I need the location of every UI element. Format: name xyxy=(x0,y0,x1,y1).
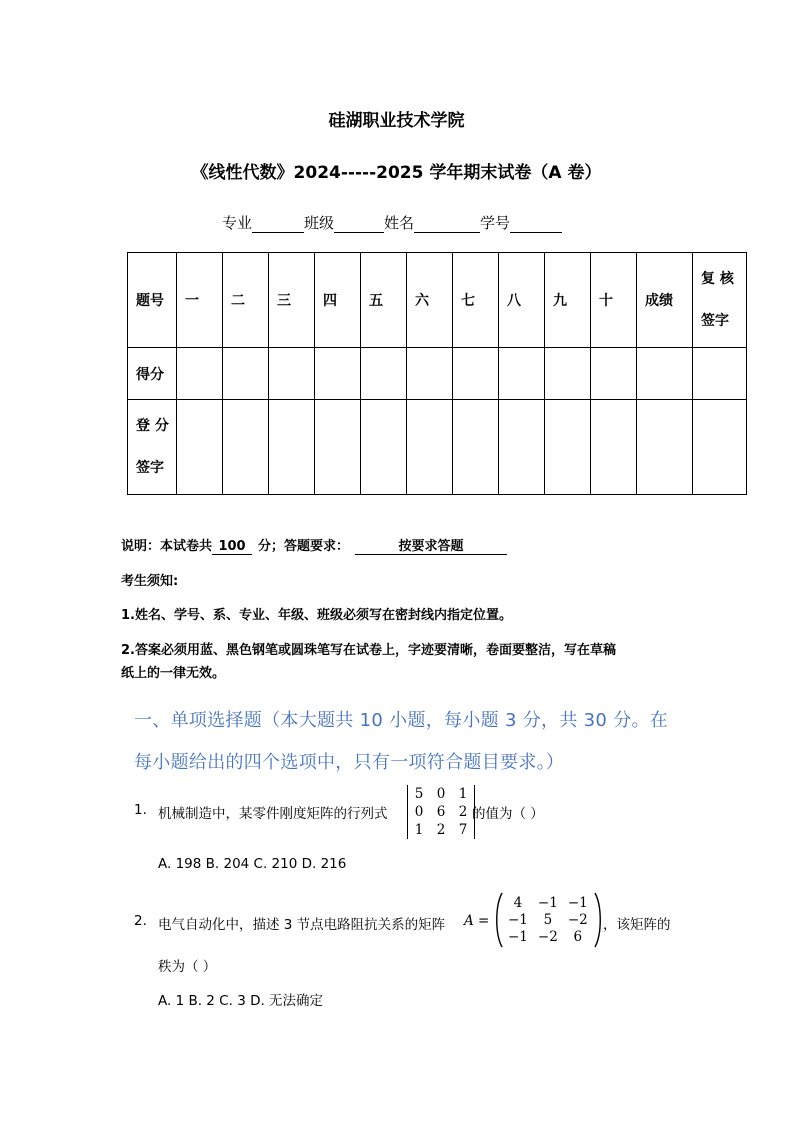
header-cell-3: 三 xyxy=(269,253,315,348)
header-cell-grade: 成绩 xyxy=(637,253,693,348)
desc-prefix: 说明：本试卷共 xyxy=(121,539,213,554)
score-cell[interactable] xyxy=(637,348,693,400)
section-heading-line2: 每小题给出的四个选项中，只有一项符合题目要求。） xyxy=(134,752,565,773)
question-2-text-line2: 秩为（ ） xyxy=(158,959,217,975)
review-label-line1: 复 核 xyxy=(701,271,734,287)
major-label: 专业 xyxy=(222,214,253,232)
matrix-entry: 4 xyxy=(513,895,523,911)
header-cell-5: 五 xyxy=(361,253,407,348)
question-2-options: A. 1 B. 2 C. 3 D. 无法确定 xyxy=(158,993,324,1009)
header-cell-10: 十 xyxy=(591,253,637,348)
notice-rule-1: 1.姓名、学号、系、专业、年级、班级必须写在密封线内指定位置。 xyxy=(121,608,512,623)
total-score: 100 xyxy=(212,539,252,555)
score-row-label: 得分 xyxy=(128,348,177,400)
exam-description xyxy=(121,535,507,555)
matrix-entry: −1 xyxy=(508,929,528,945)
sign-cell[interactable] xyxy=(545,400,591,495)
score-cell[interactable] xyxy=(407,348,453,400)
header-cell-review xyxy=(693,253,747,348)
matrix-entry: 6 xyxy=(436,804,446,820)
sign-cell[interactable] xyxy=(453,400,499,495)
header-row xyxy=(128,253,747,348)
right-paren-icon xyxy=(593,892,603,948)
exam-title: 《线性代数》2024-----2025 学年期末试卷（A 卷） xyxy=(191,163,602,183)
header-cell-1: 一 xyxy=(177,253,223,348)
name-blank[interactable] xyxy=(414,216,480,233)
sign-cell[interactable] xyxy=(177,400,223,495)
matrix-entry: −1 xyxy=(567,895,588,911)
score-cell[interactable] xyxy=(361,348,407,400)
score-cell[interactable] xyxy=(591,348,637,400)
header-cell-6: 六 xyxy=(407,253,453,348)
question-1-determinant xyxy=(407,785,475,839)
header-cell-number: 题号 xyxy=(128,253,177,348)
sign-cell[interactable] xyxy=(591,400,637,495)
sign-cell[interactable] xyxy=(269,400,315,495)
matrix-entry: 7 xyxy=(458,822,468,838)
header-cell-7: 七 xyxy=(453,253,499,348)
header-cell-9: 九 xyxy=(545,253,591,348)
sign-row-label xyxy=(128,400,177,495)
sign-cell[interactable] xyxy=(315,400,361,495)
notice-rule-2-line1: 2.答案必须用蓝、黑色钢笔或圆珠笔写在试卷上，字迹要清晰，卷面要整洁，写在草稿 xyxy=(121,643,616,658)
sign-cell[interactable] xyxy=(637,400,693,495)
question-1-options: A. 198 B. 204 C. 210 D. 216 xyxy=(158,856,347,872)
score-table xyxy=(127,252,747,495)
question-1-number: 1. xyxy=(134,802,147,818)
sign-cell[interactable] xyxy=(361,400,407,495)
question-1-text-after: 的值为（ ） xyxy=(472,806,544,822)
header-cell-4: 四 xyxy=(315,253,361,348)
header-cell-8: 八 xyxy=(499,253,545,348)
matrix-entry: 2 xyxy=(458,804,468,820)
sign-cell[interactable] xyxy=(223,400,269,495)
score-cell[interactable] xyxy=(223,348,269,400)
matrix-entry: −1 xyxy=(537,895,558,911)
matrix-entry: 6 xyxy=(573,929,583,945)
sign-cell[interactable] xyxy=(693,400,747,495)
question-2-text: 电气自动化中，描述 3 节点电路阻抗关系的矩阵 xyxy=(158,917,446,933)
sign-row xyxy=(128,400,747,495)
student-info-line xyxy=(222,212,562,233)
sign-label-line2: 签字 xyxy=(136,460,164,476)
name-label: 姓名 xyxy=(384,214,415,232)
question-2-number: 2. xyxy=(134,913,147,929)
matrix-entry: 0 xyxy=(436,786,446,802)
matrix-entry: 2 xyxy=(436,822,446,838)
major-blank[interactable] xyxy=(252,216,304,233)
matrix-entry: −1 xyxy=(508,912,528,928)
notice-rule-2-line2: 纸上的一律无效。 xyxy=(121,666,226,681)
score-cell[interactable] xyxy=(499,348,545,400)
school-name: 硅湖职业技术学院 xyxy=(328,111,465,131)
review-label-line2: 签字 xyxy=(701,313,729,329)
question-2-matrix xyxy=(503,895,593,946)
matrix-entry: 5 xyxy=(414,786,424,802)
matrix-entry: 1 xyxy=(414,822,424,838)
desc-mid: 分；答题要求： xyxy=(258,539,350,554)
matrix-entry: −2 xyxy=(567,912,588,928)
score-cell[interactable] xyxy=(315,348,361,400)
question-2-text-after: ，该矩阵的 xyxy=(603,917,671,933)
class-blank[interactable] xyxy=(334,216,384,233)
answer-requirement: 按要求答题 xyxy=(355,535,507,555)
matrix-entry: 1 xyxy=(458,786,468,802)
header-cell-2: 二 xyxy=(223,253,269,348)
score-cell[interactable] xyxy=(269,348,315,400)
question-2-matrix-label: A = xyxy=(464,913,490,929)
notice-title: 考生须知: xyxy=(121,574,179,589)
sign-cell[interactable] xyxy=(407,400,453,495)
score-cell[interactable] xyxy=(453,348,499,400)
matrix-entry: −2 xyxy=(537,929,558,945)
score-row xyxy=(128,348,747,400)
section-heading-line1: 一、单项选择题（本大题共 10 小题，每小题 3 分，共 30 分。在 xyxy=(134,710,669,731)
sign-cell[interactable] xyxy=(499,400,545,495)
student-id-label: 学号 xyxy=(480,214,511,232)
question-1-text: 机械制造中，某零件刚度矩阵的行列式 xyxy=(158,806,388,822)
matrix-entry: 0 xyxy=(414,804,424,820)
class-label: 班级 xyxy=(304,214,335,232)
matrix-entry: 5 xyxy=(543,912,553,928)
student-id-blank[interactable] xyxy=(510,216,562,233)
sign-label-line1: 登 分 xyxy=(136,418,169,434)
score-cell[interactable] xyxy=(177,348,223,400)
score-cell[interactable] xyxy=(693,348,747,400)
score-cell[interactable] xyxy=(545,348,591,400)
